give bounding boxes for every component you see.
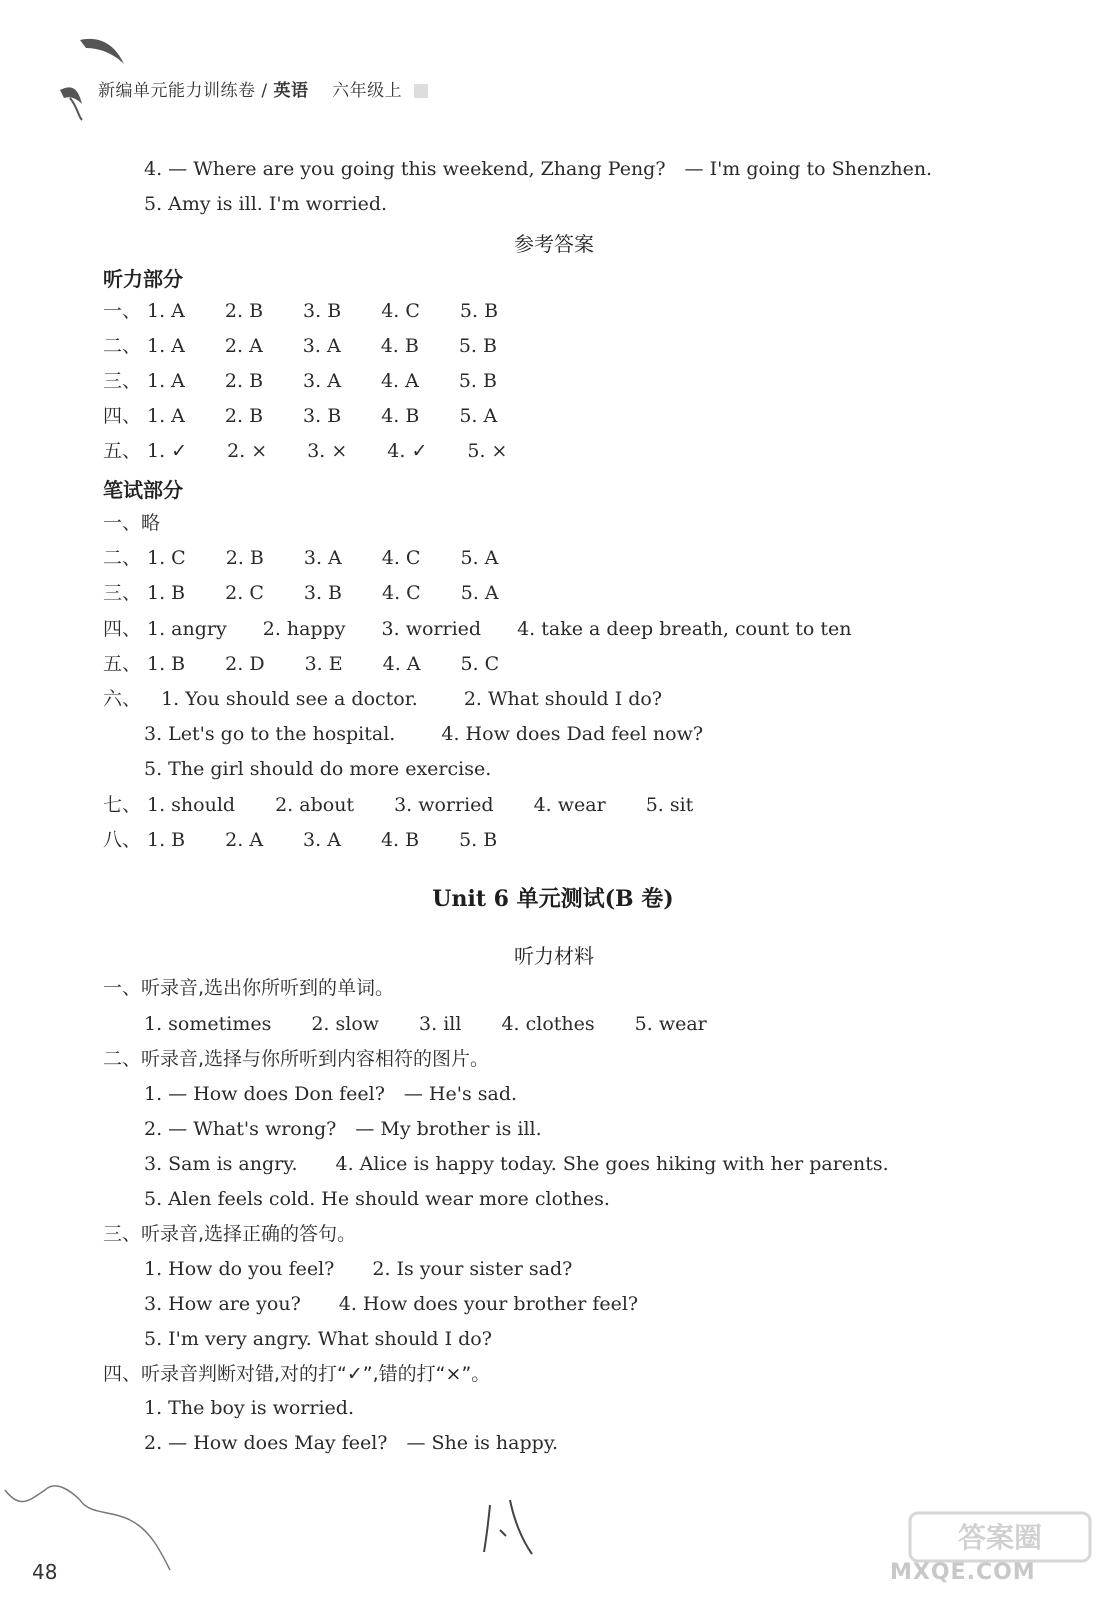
q3-head: 三、听录音,选择正确的答句。 bbox=[103, 1223, 357, 1245]
written-row-6 bbox=[103, 687, 662, 711]
answer-item: 5. B bbox=[459, 300, 499, 322]
listening-row-3 bbox=[103, 369, 497, 393]
answer-item: 4. B bbox=[380, 829, 420, 851]
cloud-decoration-icon bbox=[0, 1460, 180, 1600]
answer-item: 5. A bbox=[459, 405, 498, 427]
answer-item: 3. E bbox=[304, 653, 343, 675]
answer-item: 3. × bbox=[307, 440, 348, 462]
written-row-6b bbox=[144, 722, 703, 746]
answer-item: 5. C bbox=[460, 653, 500, 675]
answer-item: 2. happy bbox=[262, 618, 346, 640]
row-no: 七、 bbox=[103, 794, 142, 816]
answer-item: 4. B bbox=[380, 335, 419, 357]
answer-item: 4. A bbox=[382, 653, 421, 675]
listening-section-head: 听力部分 bbox=[103, 267, 183, 291]
word-item: 4. clothes bbox=[501, 1013, 595, 1035]
listening-row-5 bbox=[103, 439, 507, 463]
answer-item: 3. B bbox=[303, 300, 342, 322]
top-line-4: 4. — Where are you going this weekend, Zhang Peng? — I'm going to Shenzhen. bbox=[144, 158, 933, 180]
row-no: 六、 bbox=[103, 688, 142, 710]
answer-item: 5. A bbox=[460, 547, 499, 569]
answer-item: 1. You should see a doctor. bbox=[161, 688, 418, 710]
row-no: 三、 bbox=[103, 370, 142, 392]
q2-line-4: 5. Alen feels cold. He should wear more clothes. bbox=[144, 1188, 610, 1210]
answer-item: 4. C bbox=[381, 547, 421, 569]
answer-item: 1. A bbox=[147, 405, 185, 427]
answer-item: 3. worried bbox=[381, 618, 482, 640]
answer-item: 2. B bbox=[224, 300, 264, 322]
answer-item: 1. C bbox=[147, 547, 186, 569]
written-row-4 bbox=[103, 617, 851, 641]
answers-title: 参考答案 bbox=[514, 232, 594, 256]
answer-item: 1. B bbox=[147, 582, 186, 604]
written-row-1: 一、略 bbox=[103, 512, 161, 534]
answer-item: 1. angry bbox=[147, 618, 227, 640]
answer-item: 5. B bbox=[458, 370, 497, 392]
written-row-6c: 5. The girl should do more exercise. bbox=[144, 758, 492, 780]
word-item: 5. wear bbox=[634, 1013, 707, 1035]
word-item: 3. ill bbox=[419, 1013, 462, 1035]
answer-item: 1. ✓ bbox=[147, 440, 188, 462]
answer-item: 4. B bbox=[381, 405, 420, 427]
answer-item: 5. A bbox=[460, 582, 499, 604]
answer-item: 2. B bbox=[225, 547, 264, 569]
answer-item: 5. sit bbox=[645, 794, 694, 816]
written-row-3 bbox=[103, 581, 499, 605]
q2-line-2: 2. — What's wrong? — My brother is ill. bbox=[144, 1118, 542, 1140]
materials-title: 听力材料 bbox=[514, 944, 594, 968]
row-no: 四、 bbox=[103, 405, 142, 427]
q3-line-2: 3. How are you? 4. How does your brother feel? bbox=[144, 1293, 639, 1315]
answer-item: 1. B bbox=[147, 653, 186, 675]
written-row-8 bbox=[103, 828, 497, 852]
answer-item: 4. ✓ bbox=[387, 440, 428, 462]
answer-item: 5. × bbox=[467, 440, 508, 462]
header-square-icon bbox=[414, 84, 428, 98]
answer-item: 1. A bbox=[147, 370, 185, 392]
written-row-2 bbox=[103, 546, 498, 570]
word-item: 1. sometimes bbox=[144, 1013, 272, 1035]
q3-line-3: 5. I'm very angry. What should I do? bbox=[144, 1328, 492, 1350]
answer-item: 3. Let's go to the hospital. bbox=[144, 723, 396, 745]
q2-line-3: 3. Sam is angry. 4. Alice is happy today. She goes hiking with her parents. bbox=[144, 1153, 889, 1175]
written-row-5 bbox=[103, 652, 499, 676]
q1-head: 一、听录音,选出你所听到的单词。 bbox=[103, 977, 395, 999]
q2-head: 二、听录音,选择与你所听到内容相符的图片。 bbox=[103, 1048, 490, 1070]
subject: 英语 bbox=[273, 81, 309, 101]
q4-head: 四、听录音判断对错,对的打“✓”,错的打“×”。 bbox=[103, 1363, 491, 1385]
listening-row-2 bbox=[103, 334, 497, 358]
answer-item: 4. take a deep breath, count to ten bbox=[517, 618, 852, 640]
row-no: 一、 bbox=[103, 300, 142, 322]
row-no: 三、 bbox=[103, 582, 142, 604]
grade: 六年级上 bbox=[332, 81, 403, 101]
answer-item: 3. A bbox=[303, 547, 342, 569]
unit-title: Unit 6 单元测试(B 卷) bbox=[432, 886, 674, 912]
handwritten-mark-icon bbox=[480, 1490, 540, 1560]
svg-text:答案圈: 答案圈 bbox=[957, 1521, 1043, 1554]
listening-row-4 bbox=[103, 404, 497, 428]
q4-line-1: 1. The boy is worried. bbox=[144, 1397, 354, 1419]
answer-item: 4. A bbox=[380, 370, 419, 392]
q2-line-1: 1. — How does Don feel? — He's sad. bbox=[144, 1083, 518, 1105]
written-row-7 bbox=[103, 793, 693, 817]
header-title: 新编单元能力训练卷 / 英语 六年级上 bbox=[98, 76, 428, 101]
top-line-5: 5. Amy is ill. I'm worried. bbox=[144, 193, 388, 215]
written-section-head: 笔试部分 bbox=[103, 478, 183, 502]
answer-item: 4. C bbox=[381, 300, 420, 322]
answer-item: 4. How does Dad feel now? bbox=[441, 723, 704, 745]
book-title: 新编单元能力训练卷 bbox=[98, 81, 256, 101]
answer-item: 2. × bbox=[227, 440, 268, 462]
answer-item: 2. A bbox=[225, 829, 264, 851]
answer-item: 2. about bbox=[275, 794, 355, 816]
row-no: 二、 bbox=[103, 547, 142, 569]
answer-item: 3. A bbox=[303, 370, 341, 392]
q1-items bbox=[144, 1012, 707, 1036]
watermark-text: MXQE.COM bbox=[890, 1560, 1036, 1585]
answer-item: 1. should bbox=[147, 794, 236, 816]
answer-item: 1. B bbox=[147, 829, 186, 851]
q4-line-2: 2. — How does May feel? — She is happy. bbox=[144, 1432, 559, 1454]
answer-item: 3. B bbox=[303, 405, 342, 427]
answer-item: 3. B bbox=[303, 582, 343, 604]
answer-item: 2. What should I do? bbox=[463, 688, 663, 710]
answer-item: 5. B bbox=[459, 829, 498, 851]
word-item: 2. slow bbox=[311, 1013, 380, 1035]
answer-item: 2. B bbox=[224, 370, 264, 392]
row-no: 五、 bbox=[103, 440, 142, 462]
answer-item: 2. C bbox=[225, 582, 264, 604]
answer-item: 1. A bbox=[147, 300, 185, 322]
answer-item: 4. C bbox=[382, 582, 421, 604]
q3-line-1: 1. How do you feel? 2. Is your sister sad? bbox=[144, 1258, 573, 1280]
row-no: 四、 bbox=[103, 618, 142, 640]
answer-item: 2. A bbox=[224, 335, 263, 357]
answer-item: 3. worried bbox=[394, 794, 494, 816]
row-no: 二、 bbox=[103, 335, 142, 357]
row-no: 八、 bbox=[103, 829, 142, 851]
answer-item: 1. A bbox=[147, 335, 185, 357]
answer-item: 4. wear bbox=[533, 794, 606, 816]
answer-item: 3. A bbox=[303, 829, 341, 851]
answer-item: 3. A bbox=[302, 335, 341, 357]
listening-row-1 bbox=[103, 299, 498, 323]
answer-item: 2. D bbox=[225, 653, 265, 675]
answer-item: 5. B bbox=[458, 335, 497, 357]
row-no: 五、 bbox=[103, 653, 142, 675]
answer-item: 2. B bbox=[224, 405, 264, 427]
page-number: 48 bbox=[32, 1560, 58, 1584]
